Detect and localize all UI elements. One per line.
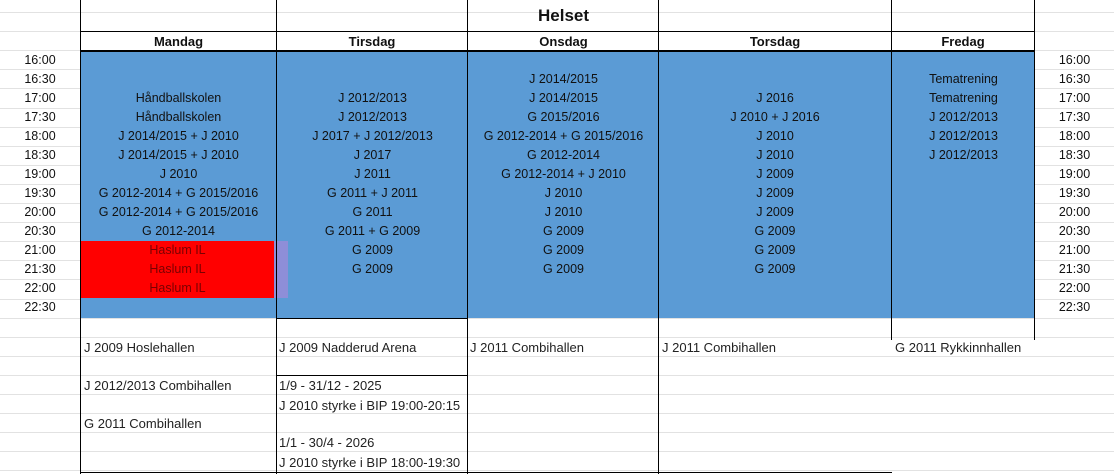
slot-fredag: J 2012/2013: [929, 110, 998, 124]
slot-mandag: Haslum IL: [81, 260, 274, 279]
time-label: 20:30: [1058, 224, 1091, 238]
time-label: 21:00: [24, 243, 56, 257]
slot-tirsdag: J 2017 + J 2012/2013: [312, 129, 433, 143]
note-tirsdag: 1/9 - 31/12 - 2025: [279, 378, 382, 393]
grid-row-line: [0, 318, 1114, 319]
slot-fredag: Tematrening: [929, 91, 998, 105]
slot-fredag: [892, 165, 1035, 184]
slot-torsdag: [659, 298, 891, 317]
grid-row-line: [0, 337, 1114, 338]
day-header-onsdag: Onsdag: [539, 34, 588, 49]
day-header-tirsdag: Tirsdag: [348, 34, 396, 49]
slot-tirsdag: G 2009: [351, 243, 393, 257]
slot-onsdag: [468, 298, 659, 317]
slot-onsdag: [468, 51, 659, 70]
border-col-4: [891, 0, 892, 340]
slot-tirsdag: [277, 70, 468, 89]
slot-fredag: [892, 241, 1035, 260]
time-label: 20:00: [1058, 205, 1091, 219]
time-label: 22:00: [24, 281, 56, 295]
grid-row-line: [0, 394, 1114, 395]
slot-mandag: G 2012-2014: [142, 224, 215, 238]
border-bottom-mid: [276, 318, 468, 319]
time-label: 19:00: [24, 167, 56, 181]
slot-onsdag: G 2009: [542, 262, 584, 276]
day-header-torsdag: Torsdag: [749, 34, 801, 49]
day-header-mandag: Mandag: [153, 34, 204, 49]
note-tirsdag: 1/1 - 30/4 - 2026: [279, 435, 375, 450]
page-title: Helset: [537, 6, 590, 25]
slot-fredag: [892, 298, 1035, 317]
time-label: 19:30: [24, 186, 56, 200]
slot-tirsdag: G 2011 + G 2009: [324, 224, 421, 238]
slot-torsdag: J 2010 + J 2016: [730, 110, 820, 124]
time-label: 20:00: [24, 205, 56, 219]
slot-mandag: G 2012-2014 + G 2015/2016: [98, 186, 259, 200]
slot-torsdag: J 2010: [756, 148, 794, 162]
slot-tirsdag: [277, 298, 468, 317]
time-label: 21:00: [1058, 243, 1091, 257]
border-col-3: [658, 0, 659, 474]
time-label: 19:30: [1058, 186, 1091, 200]
slot-tirsdag: [277, 51, 468, 70]
slot-mandag: J 2010: [159, 167, 198, 181]
time-label: 22:30: [24, 300, 56, 314]
slot-onsdag: J 2010: [544, 186, 583, 200]
slot-mandag: G 2012-2014 + G 2015/2016: [98, 205, 259, 219]
slot-fredag: [892, 222, 1035, 241]
slot-torsdag: J 2009: [756, 167, 794, 181]
time-label: 16:00: [24, 53, 56, 67]
note-mandag: J 2009 Hoslehallen: [84, 340, 195, 355]
time-label: 21:30: [1058, 262, 1091, 276]
grid-row-line: [0, 451, 1114, 452]
time-label: 17:30: [24, 110, 56, 124]
slot-tirsdag: J 2011: [354, 167, 391, 181]
slot-fredag: Tematrening: [929, 72, 998, 86]
slot-fredag: [892, 51, 1035, 70]
slot-torsdag: G 2009: [754, 224, 796, 238]
slot-onsdag: J 2014/2015: [529, 91, 598, 105]
slot-onsdag: G 2012-2014: [527, 148, 600, 162]
time-label: 20:30: [24, 224, 56, 238]
slot-torsdag: J 2010: [756, 129, 794, 143]
slot-torsdag: G 2009: [754, 243, 796, 257]
slot-mandag: Haslum IL: [81, 279, 274, 298]
slot-fredag: [892, 260, 1035, 279]
note-tirsdag: J 2010 styrke i BIP 19:00-20:15: [279, 398, 461, 413]
time-label: 16:00: [1058, 53, 1091, 67]
slot-fredag: [892, 203, 1035, 222]
slot-onsdag: G 2009: [542, 243, 584, 257]
slot-tirsdag: J 2012/2013: [338, 110, 407, 124]
time-label: 18:00: [1058, 129, 1091, 143]
slot-torsdag: J 2009: [756, 186, 794, 200]
time-label: 17:00: [24, 91, 56, 105]
grid-row-line: [0, 413, 1114, 414]
day-header-fredag: Fredag: [941, 34, 985, 49]
border-col-5: [1034, 0, 1035, 340]
time-label: 22:30: [1058, 300, 1091, 314]
slot-mandag: [81, 298, 276, 317]
grid-row-line: [0, 470, 1114, 471]
slot-onsdag: G 2009: [542, 224, 584, 238]
slot-onsdag: [468, 279, 659, 298]
slot-tirsdag: G 2011 + J 2011: [327, 186, 418, 200]
slot-mandag: J 2014/2015 + J 2010: [118, 129, 239, 143]
slot-fredag: [892, 184, 1035, 203]
time-label: 16:30: [24, 72, 56, 86]
time-label: 16:30: [1058, 72, 1091, 86]
slot-fredag: [892, 279, 1035, 298]
time-label: 21:30: [24, 262, 56, 276]
note-torsdag: J 2011 Combihallen: [662, 340, 776, 355]
slot-mandag: [81, 51, 276, 70]
time-label: 19:00: [1058, 167, 1091, 181]
border-col-2: [467, 0, 468, 474]
border-col-1: [276, 0, 277, 474]
border-tirsdag-note: [276, 375, 468, 376]
slot-mandag: Håndballskolen: [135, 91, 222, 105]
slot-torsdag: J 2016: [756, 91, 794, 105]
slot-fredag: J 2012/2013: [929, 148, 998, 162]
slot-torsdag: [659, 51, 891, 70]
slot-tirsdag: J 2012/2013: [338, 91, 407, 105]
time-label: 18:00: [24, 129, 56, 143]
border-col-0: [80, 0, 81, 474]
time-label: 18:30: [24, 148, 56, 162]
slot-tirsdag: [277, 279, 468, 298]
note-onsdag: J 2011 Combihallen: [470, 340, 584, 355]
slot-tirsdag: G 2011: [352, 205, 393, 219]
slot-torsdag: [659, 279, 891, 298]
slot-onsdag: G 2012-2014 + J 2010: [501, 167, 626, 181]
note-tirsdag: J 2009 Nadderud Arena: [279, 340, 417, 355]
slot-torsdag: J 2009: [756, 205, 794, 219]
slot-onsdag: G 2015/2016: [527, 110, 600, 124]
slot-torsdag: [659, 70, 891, 89]
note-mandag: G 2011 Combihallen: [84, 416, 202, 431]
time-label: 22:00: [1058, 281, 1091, 295]
slot-tirsdag: J 2017: [353, 148, 392, 162]
slot-onsdag: G 2012-2014 + G 2015/2016: [483, 129, 644, 143]
border-table-bottom: [80, 472, 892, 473]
grid-row-line: [0, 356, 1114, 357]
grid-row-line: [0, 375, 1114, 376]
time-label: 17:30: [1058, 110, 1091, 124]
slot-mandag: Haslum IL: [81, 241, 274, 260]
slot-mandag: [81, 70, 276, 89]
note-mandag: J 2012/2013 Combihallen: [84, 378, 232, 393]
slot-fredag: J 2012/2013: [929, 129, 998, 143]
slot-onsdag: J 2010: [544, 205, 583, 219]
note-tirsdag: J 2010 styrke i BIP 18:00-19:30: [279, 455, 461, 470]
slot-torsdag: G 2009: [754, 262, 796, 276]
slot-mandag: Håndballskolen: [135, 110, 222, 124]
time-label: 17:00: [1058, 91, 1091, 105]
slot-tirsdag: G 2009: [351, 262, 393, 276]
note-fredag: G 2011 Rykkinnhallen: [895, 340, 1022, 355]
grid-row-line: [0, 432, 1114, 433]
slot-mandag: J 2014/2015 + J 2010: [118, 148, 239, 162]
slot-onsdag: J 2014/2015: [529, 72, 598, 86]
time-label: 18:30: [1058, 148, 1091, 162]
